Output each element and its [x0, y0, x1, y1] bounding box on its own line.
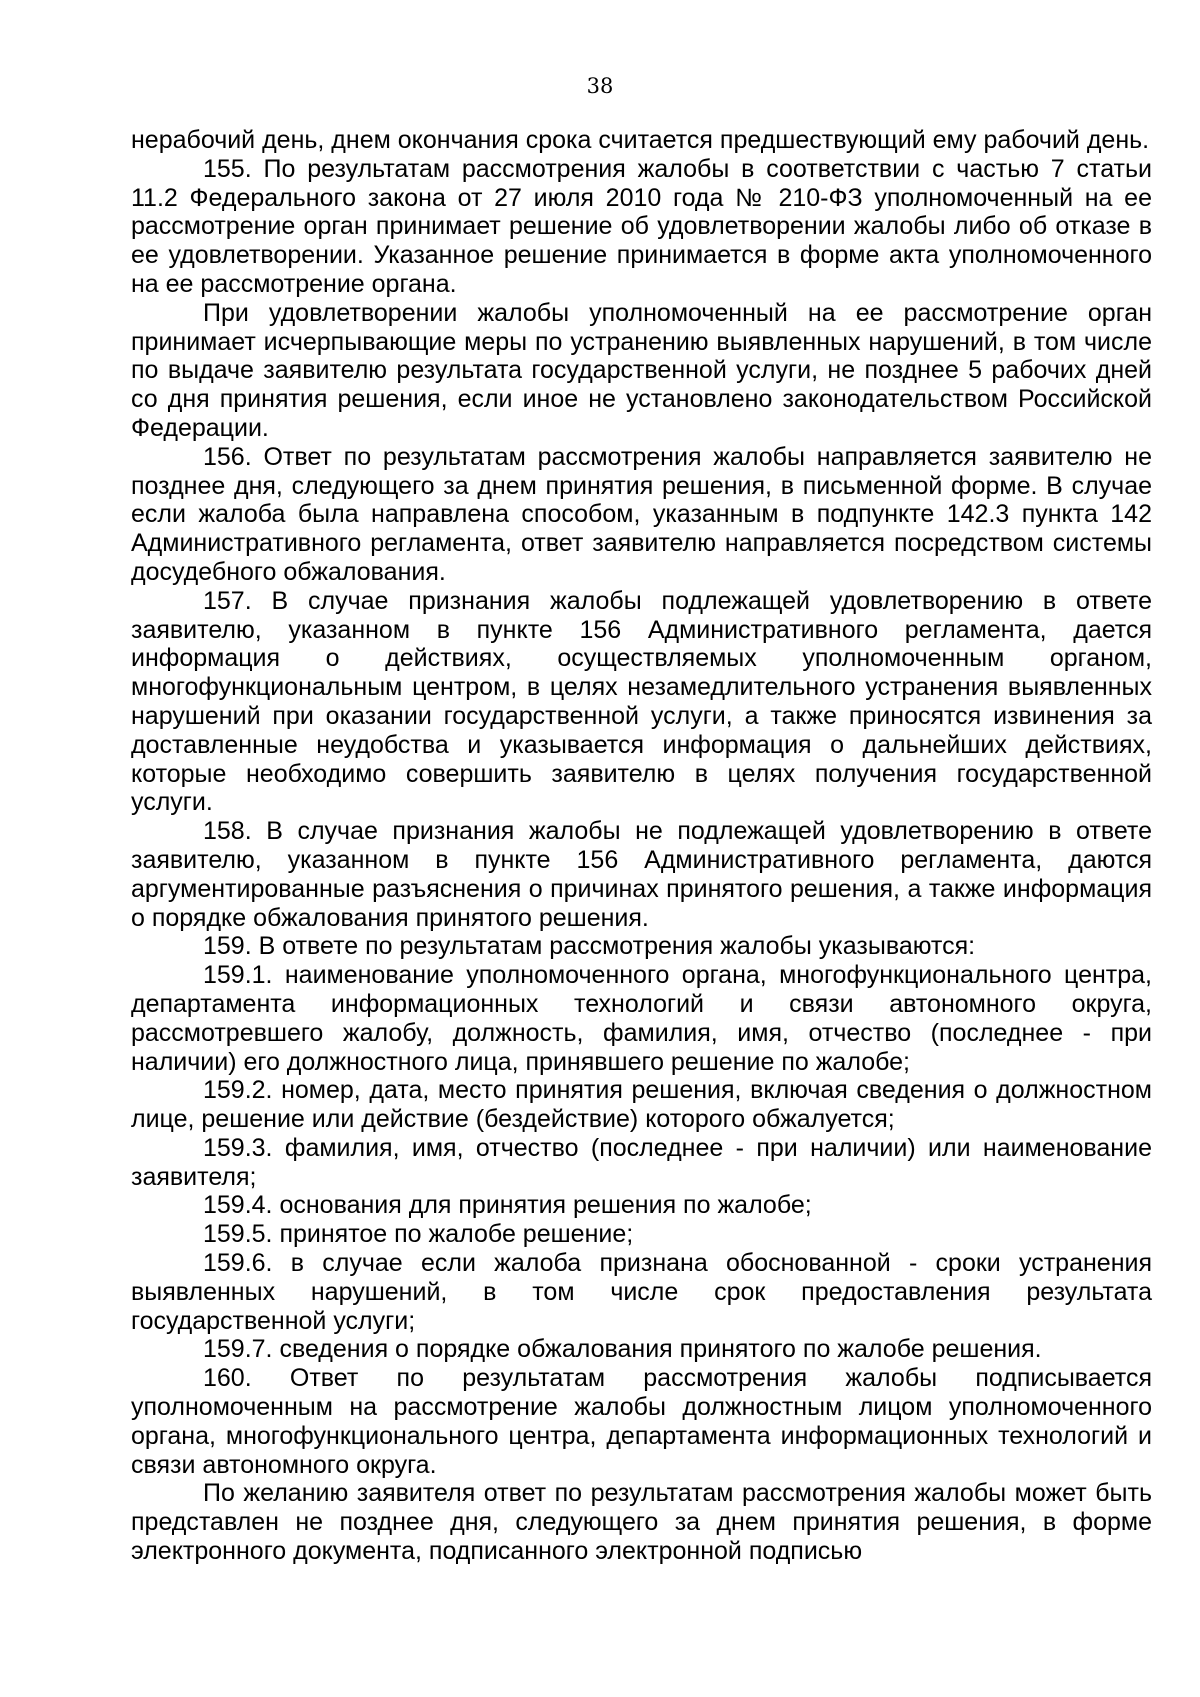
paragraph-155: 155. По результатам рассмотрения жалобы в соответствии с частью 7 статьи 11.2 Федерального закона от 27 июля 2010 года № 210-ФЗ уполномоченный на ее рассмотрение орган принимает решение об удовлетворении жалобы либо об отказе в ее удовлетворении. Указанное решение принимается в форме акта уполномоченного на ее рассмотрение органа. [131, 154, 1152, 298]
paragraph-160-electronic: По желанию заявителя ответ по результатам рассмотрения жалобы может быть представлен не позднее дня, следующего за днем принятия решения, в форме электронного документа, подписанного электронной подписью [131, 1479, 1152, 1566]
paragraph-160: 160. Ответ по результатам рассмотрения жалобы подписывается уполномоченным на рассмотрение жалобы должностным лицом уполномоченного органа, многофункционального центра, департамента информационных технологий и связи автономного округа. [131, 1364, 1152, 1479]
paragraph-159-3: 159.3. фамилия, имя, отчество (последнее - при наличии) или наименование заявителя; [131, 1133, 1152, 1191]
document-body [131, 126, 1152, 1566]
paragraph-159-6: 159.6. в случае если жалоба признана обоснованной - сроки устранения выявленных нарушений, в том числе срок предоставления результата государственной услуги; [131, 1249, 1152, 1335]
paragraph-159-7: 159.7. сведения о порядке обжалования принятого по жалобе решения. [203, 1335, 1042, 1364]
page-number: 38 [586, 74, 614, 98]
paragraph-156: 156. Ответ по результатам рассмотрения жалобы направляется заявителю не позднее дня, следующего за днем принятия решения, в письменной форме. В случае если жалоба была направлена способом, указанным в подпункте 142.3 пункта 142 Административного регламента, ответ заявителю направляется посредством системы досудебного обжалования. [131, 442, 1152, 586]
paragraph-159-5: 159.5. принятое по жалобе решение; [203, 1220, 634, 1249]
paragraph-155-satisfaction: При удовлетворении жалобы уполномоченный на ее рассмотрение орган принимает исчерпывающие меры по устранению выявленных нарушений, в том числе по выдаче заявителю результата государственной услуги, не позднее 5 рабочих дней со дня принятия решения, если иное не установлено законодательством Российской Федерации. [131, 298, 1152, 442]
paragraph-159: 159. В ответе по результатам рассмотрения жалобы указываются: [203, 932, 976, 961]
paragraph-158: 158. В случае признания жалобы не подлежащей удовлетворению в ответе заявителю, указанном в пункте 156 Административного регламента, даются аргументированные разъяснения о причинах принятого решения, а также информация о порядке обжалования принятого решения. [131, 817, 1152, 932]
paragraph-159-2: 159.2. номер, дата, место принятия решения, включая сведения о должностном лице, решение или действие (бездействие) которого обжалуется; [131, 1076, 1152, 1134]
paragraph-159-4: 159.4. основания для принятия решения по жалобе; [203, 1191, 812, 1220]
paragraph-159-1: 159.1. наименование уполномоченного органа, многофункционального центра, департамента информационных технологий и связи автономного округа, рассмотревшего жалобу, должность, фамилия, имя, отчество (последнее - при наличии) его должностного лица, принявшего решение по жалобе; [131, 961, 1152, 1076]
paragraph-157: 157. В случае признания жалобы подлежащей удовлетворению в ответе заявителю, указанном в пункте 156 Административного регламента, дается информация о действиях, осуществляемых уполномоченным органом, многофункциональным центром, в целях незамедлительного устранения выявленных нарушений при оказании государственной услуги, а также приносятся извинения за доставленные неудобства и указывается информация о дальнейших действиях, которые необходимо совершить заявителю в целях получения государственной услуги. [131, 586, 1152, 817]
paragraph-continuation: нерабочий день, днем окончания срока считается предшествующий ему рабочий день. [131, 126, 1150, 154]
